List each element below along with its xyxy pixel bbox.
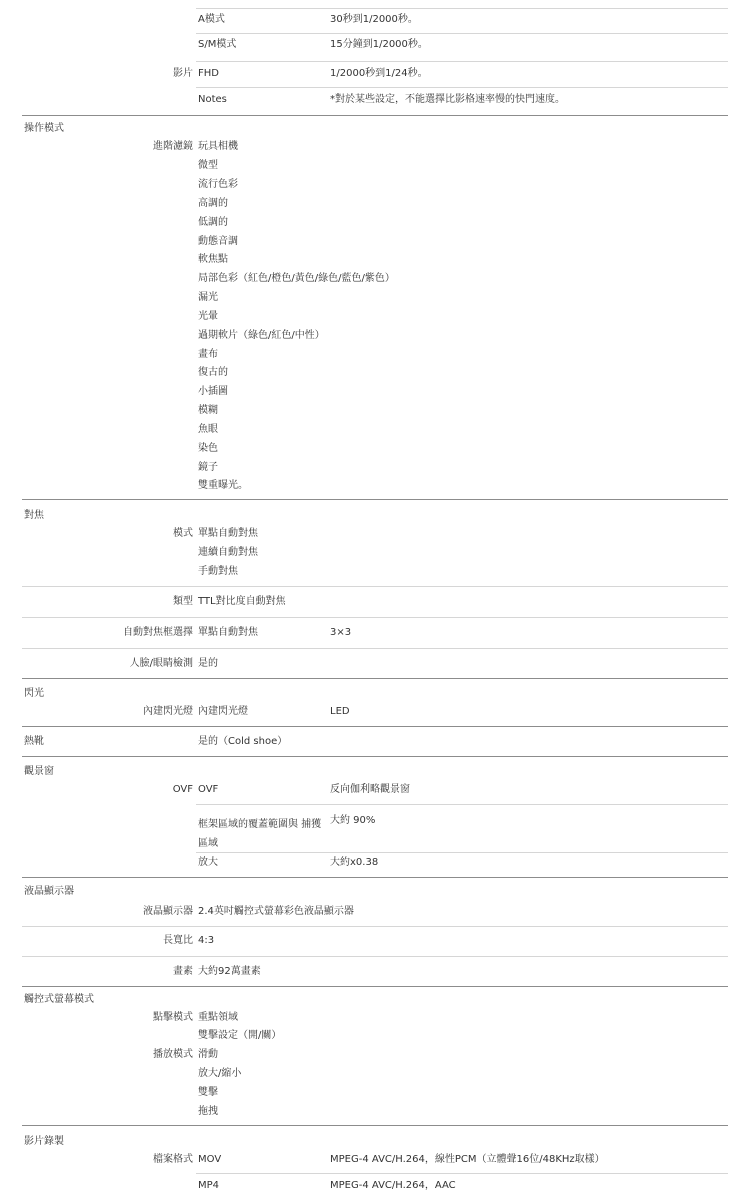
filter-item: 光暈	[198, 311, 218, 322]
sm-mode-label: S/M模式	[198, 39, 237, 50]
section-divider	[22, 986, 728, 987]
touch-shooting-label: 點擊模式	[153, 1012, 193, 1023]
face-detect-label: 人臉/眼睛檢測	[129, 658, 193, 669]
touch-shooting-item: 雙擊設定（開/關）	[198, 1030, 282, 1041]
filter-item: 雙重曝光。	[198, 480, 248, 491]
coverage-label: 框架區域的覆蓋範圍與 捕獲區域	[198, 819, 322, 849]
divider	[22, 617, 728, 618]
filter-item: 高調的	[198, 198, 228, 209]
movie-label: 影片	[173, 68, 193, 79]
divider	[196, 1173, 728, 1174]
filter-item: 復古的	[198, 367, 228, 378]
focus-mode-item: 單點自動對焦	[198, 528, 258, 539]
af-frame-extra: 3×3	[330, 627, 352, 638]
filter-item: 模糊	[198, 405, 218, 416]
filter-item: 微型	[198, 160, 218, 171]
divider	[22, 648, 728, 649]
touch-playback-item: 滑動	[198, 1049, 218, 1060]
flash-title: 閃光	[24, 688, 44, 699]
builtin-flash-extra: LED	[330, 706, 350, 717]
advanced-filter-label: 進階濾鏡	[153, 141, 193, 152]
viewfinder-title: 觀景窗	[24, 766, 54, 777]
filter-item: 局部色彩（紅色/橙色/黃色/綠色/藍色/紫色）	[198, 273, 395, 284]
af-frame-value: 單點自動對焦	[198, 627, 258, 638]
sm-mode-value: 15分鐘到1/2000秒。	[330, 39, 428, 50]
operation-title: 操作模式	[24, 123, 64, 134]
divider	[196, 33, 728, 34]
touch-playback-item: 拖拽	[198, 1106, 218, 1117]
focus-mode-item: 連續自動對焦	[198, 547, 258, 558]
aspect-ratio-value: 4:3	[198, 935, 215, 946]
divider	[196, 8, 728, 9]
filter-item: 鏡子	[198, 462, 218, 473]
focus-title: 對焦	[24, 510, 44, 521]
pixels-value: 大約92萬畫素	[198, 966, 261, 977]
ovf-extra: 反向伽利略觀景窗	[330, 784, 410, 795]
notes-label: Notes	[198, 94, 227, 105]
divider	[196, 87, 728, 88]
filter-item: 流行色彩	[198, 179, 238, 190]
hotshoe-title: 熱靴	[24, 736, 44, 747]
filter-item: 畫布	[198, 349, 218, 360]
divider	[22, 926, 728, 927]
builtin-flash-value: 內建閃光燈	[198, 706, 248, 717]
mov-value: MPEG-4 AVC/H.264，線性PCM（立體聲16位/48KHz取樣）	[330, 1154, 605, 1165]
magnification-label: 放大	[198, 857, 218, 868]
filter-item: 動態音調	[198, 236, 238, 247]
mp4-value: MPEG-4 AVC/H.264，AAC	[330, 1180, 456, 1191]
filter-item: 過期軟片（綠色/紅色/中性）	[198, 330, 325, 341]
divider	[22, 586, 728, 587]
section-divider	[22, 115, 728, 116]
mp4-label: MP4	[198, 1180, 220, 1191]
ovf-label: OVF	[172, 784, 193, 795]
video-title: 影片錄製	[24, 1136, 64, 1147]
lcd-monitor-value: 2.4英吋觸控式螢幕彩色液晶顯示器	[198, 906, 354, 917]
divider	[196, 804, 728, 805]
filter-item: 軟焦點	[198, 254, 228, 265]
touch-shooting-item: 重點領域	[198, 1012, 238, 1023]
a-mode-value: 30秒到1/2000秒。	[330, 14, 418, 25]
filter-item: 低調的	[198, 217, 228, 228]
filter-item: 染色	[198, 443, 218, 454]
a-mode-label: A模式	[198, 14, 225, 25]
mov-label: MOV	[198, 1154, 222, 1165]
divider	[196, 852, 728, 853]
hotshoe-value: 是的（Cold shoe）	[198, 736, 288, 747]
focus-type-value: TTL對比度自動對焦	[198, 596, 286, 607]
section-divider	[22, 726, 728, 727]
section-divider	[22, 678, 728, 679]
focus-mode-item: 手動對焦	[198, 566, 238, 577]
focus-mode-label: 模式	[173, 528, 193, 539]
section-divider	[22, 499, 728, 500]
divider	[22, 956, 728, 957]
ovf-value: OVF	[198, 784, 219, 795]
aspect-ratio-label: 長寬比	[163, 935, 193, 946]
lcd-monitor-label: 液晶顯示器	[143, 906, 193, 917]
fhd-label: FHD	[198, 68, 219, 79]
touch-playback-item: 雙擊	[198, 1087, 218, 1098]
file-format-label: 檔案格式	[153, 1154, 193, 1165]
section-divider	[22, 756, 728, 757]
filter-item: 漏光	[198, 292, 218, 303]
coverage-value: 大約 90%	[330, 815, 376, 826]
filter-item: 玩具相機	[198, 141, 238, 152]
fhd-value: 1/2000秒到1/24秒。	[330, 68, 428, 79]
touch-playback-item: 放大/縮小	[198, 1068, 242, 1079]
builtin-flash-label: 內建閃光燈	[143, 706, 193, 717]
section-divider	[22, 877, 728, 878]
touch-playback-label: 播放模式	[153, 1049, 193, 1060]
section-divider	[22, 1125, 728, 1126]
filter-item: 魚眼	[198, 424, 218, 435]
notes-value: *對於某些設定，不能選擇比影格速率慢的快門速度。	[330, 94, 565, 105]
face-detect-value: 是的	[198, 658, 218, 669]
focus-type-label: 類型	[173, 596, 193, 607]
divider	[196, 61, 728, 62]
af-frame-label: 自動對焦框選擇	[123, 627, 193, 638]
pixels-label: 畫素	[173, 966, 193, 977]
magnification-value: 大約x0.38	[330, 857, 379, 868]
touch-title: 觸控式螢幕模式	[24, 994, 94, 1005]
lcd-title: 液晶顯示器	[24, 886, 74, 897]
filter-item: 小插圖	[198, 386, 228, 397]
